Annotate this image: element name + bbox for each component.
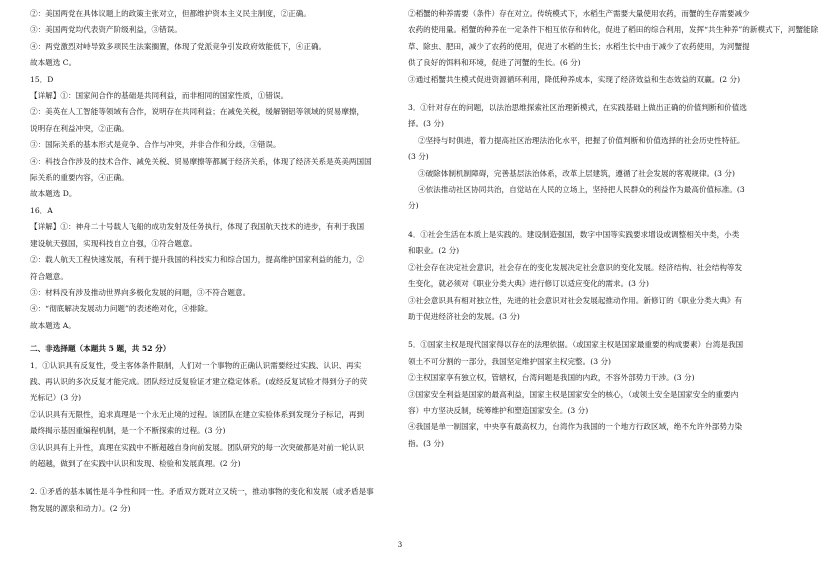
text-line: 1．①认识具有反复性，受主客体条件限制，人们对一个事物的正确认识需要经过实践、认识、再实 [30,360,362,370]
text-line: 【详解】①：国家间合作的基础是共同利益，而非相同的国家性质，①错误。 [30,91,289,101]
text-line: 的超越，做到了在实践中认识和发现、检验和发展真理。(2 分) [30,458,241,468]
text-line: 容）中方坚决反制，统筹维护和塑造国家安全。(3 分) [408,405,589,415]
text-line: ③认识具有上升性，真理在实践中不断超越自身向前发展。团队研究的每一次突破都是对前一轮认识 [30,442,365,452]
text-line: 3．①针对存在的问题，以法治思维探索社区治理新模式，在实践基础上做出正确的价值判断和价值选 [408,103,747,113]
text-line: 分) [408,201,419,211]
text-line: ②：载人航天工程快速发展，有利于提升我国的科技实力和综合国力，提高维护国家利益的能力，② [30,255,365,265]
text-line: 故本题选 C。 [30,58,77,68]
text-line: ②稻蟹的种养需要（条件）存在对立。传统模式下，水稻生产需要大量使用农药，而蟹的生存需要减少 [408,9,750,18]
text-line: 符合题意。 [30,271,68,281]
text-line: ②认识具有无限性，追求真理是一个永无止境的过程。该团队在建立实验体系到发现分子标记，再到 [30,409,365,419]
text-line: 5．①国家主权是现代国家得以存在的法理依据。（或国家主权是国家最重要的构成要素）台湾是我国 [408,340,744,350]
text-line: 际关系的重要内容，④正确。 [30,173,129,183]
text-line: 草、除虫、肥田，减少了农药的使用，促进了水稻的生长；水稻生长中由于减少了农药使用，为河蟹提 [408,41,750,51]
text-line: ②主权国家享有独立权，管辖权，台湾问题是我国的内政，不容外部势力干涉。(3 分) [408,373,695,383]
text-line: ②：美国两党在具体议题上的政策主张对立，但都维护资本主义民主制度，②正确。 [30,9,311,18]
text-line: ③：美国两党均代表资产阶级利益，③错误。 [30,25,182,35]
text-line: ③破除体制机制障碍，完善基层法治体系，改革上层建筑，遵循了社会发展的客观规律。(3 分) [418,168,735,178]
text-line: ④：两党激烈对峙导致多项民生法案搁置，体现了党派竞争引发政府效能低下，④正确。 [30,41,327,51]
section-heading: 二、非选择题（本题共 5 题，共 52 分） [30,344,171,354]
text-line: 领土不可分割的一部分，我国坚定维护国家主权完整。(3 分) [408,356,612,366]
text-line: 4．①社会生活在本质上是实践的。建设制造强国，数字中国等实践要求增设或调整相关中类，小类 [408,229,740,239]
text-line: 指。(3 分) [408,438,444,448]
text-line: ③通过稻蟹共生模式促进资源循环利用，降低种养成本，实现了经济效益和生态效益的双赢。(2 分) [408,74,741,84]
page-number: 3 [397,541,403,549]
text-line: ④：“彻底解决发展动力问题”的表述绝对化，④排除。 [30,304,213,314]
text-line: 生变化，就必须对《职业分类大典》进行修订以适应变化的需求。(3 分) [408,279,649,289]
text-line: ④我国是单一制国家，中央享有最高权力，台湾作为我国的一个地方行政区域，绝不允许外部势力染 [408,422,743,432]
text-line: ③：国际关系的基本形式是竞争、合作与冲突，并非合作和分歧，③错误。 [30,140,281,150]
text-line: ③国家安全利益是国家的最高利益，国家主权是国家安全的核心，（或领土安全是国家安全的重要内 [408,389,739,399]
text-line: 光标记）(3 分) [30,393,82,403]
text-line: ③：材料没有涉及推动世界向多极化发展的问题，③不符合题意。 [30,287,251,297]
text-line: 供了良好的饵料和环境，促进了河蟹的生长。(6 分) [408,58,581,68]
text-line: ③社会意识具有相对独立性，先进的社会意识对社会发展起推动作用。新修订的《职业分类大典》有 [408,295,743,305]
text-line: ④依法推动社区协同共治，自觉站在人民的立场上，坚持把人民群众的利益作为最高价值标准。(3 [418,185,745,195]
text-line: (3 分) [408,152,429,162]
text-line: 物发展的源泉和动力）。(2 分) [30,503,131,513]
text-line: ②社会存在决定社会意识，社会存在的变化发展决定社会意识的变化发展。经济结构、社会结构等发 [408,262,743,272]
text-line: 践、再认识的多次反复才能完成。团队经过反复验证才建立稳定体系。(或经反复试验才得到分子的荧 [30,376,368,386]
text-line: 和职业。(2 分) [408,246,460,256]
text-line: 【详解】①：神舟二十号载人飞船的成功发射及任务执行，体现了我国航天技术的进步，有利于我国 [30,222,365,232]
text-line: ②坚持与时俱进，着力提高社区治理法治化水平，把握了价值判断和价值选择的社会历史性特征。 [418,135,745,145]
text-line: ②：美英在人工智能等领域有合作，说明存在共同利益；在减免关税，缓解钢铝等领域的贸易摩擦， [30,107,365,117]
text-line: ④：科技合作涉及的技术合作、减免关税、贸易摩擦等都属于经济关系，体现了经济关系是英美两国国 [30,156,372,166]
text-line: 农药的使用量。稻蟹的种养在一定条件下相互依存和转化，促进了稻田的综合利用，发挥“共生种养”的新模式下，河蟹能除 [408,25,818,35]
left-column [30,6,382,517]
question-number: 15．D [30,74,54,84]
text-line: 建设航天强国，实现科技自立自强，①符合题意。 [30,238,198,248]
text-line: 2. ①矛盾的基本属性是斗争性和同一性。矛盾双方既对立又统一，推动事物的变化和发展（或矛盾是事 [30,487,374,497]
text-line: 说明存在利益冲突，②正确。 [30,123,129,133]
text-line: 助于促进经济社会的发展。(3 分) [408,311,520,321]
text-line: 故本题选 A。 [30,320,76,330]
text-line: 择。(3 分) [408,119,444,129]
right-column [408,6,818,452]
question-number: 16．A [30,205,53,215]
text-line: 最终揭示基因重编程机制，是一个不断探索的过程。(3 分) [30,426,226,436]
text-line: 故本题选 D。 [30,189,77,199]
